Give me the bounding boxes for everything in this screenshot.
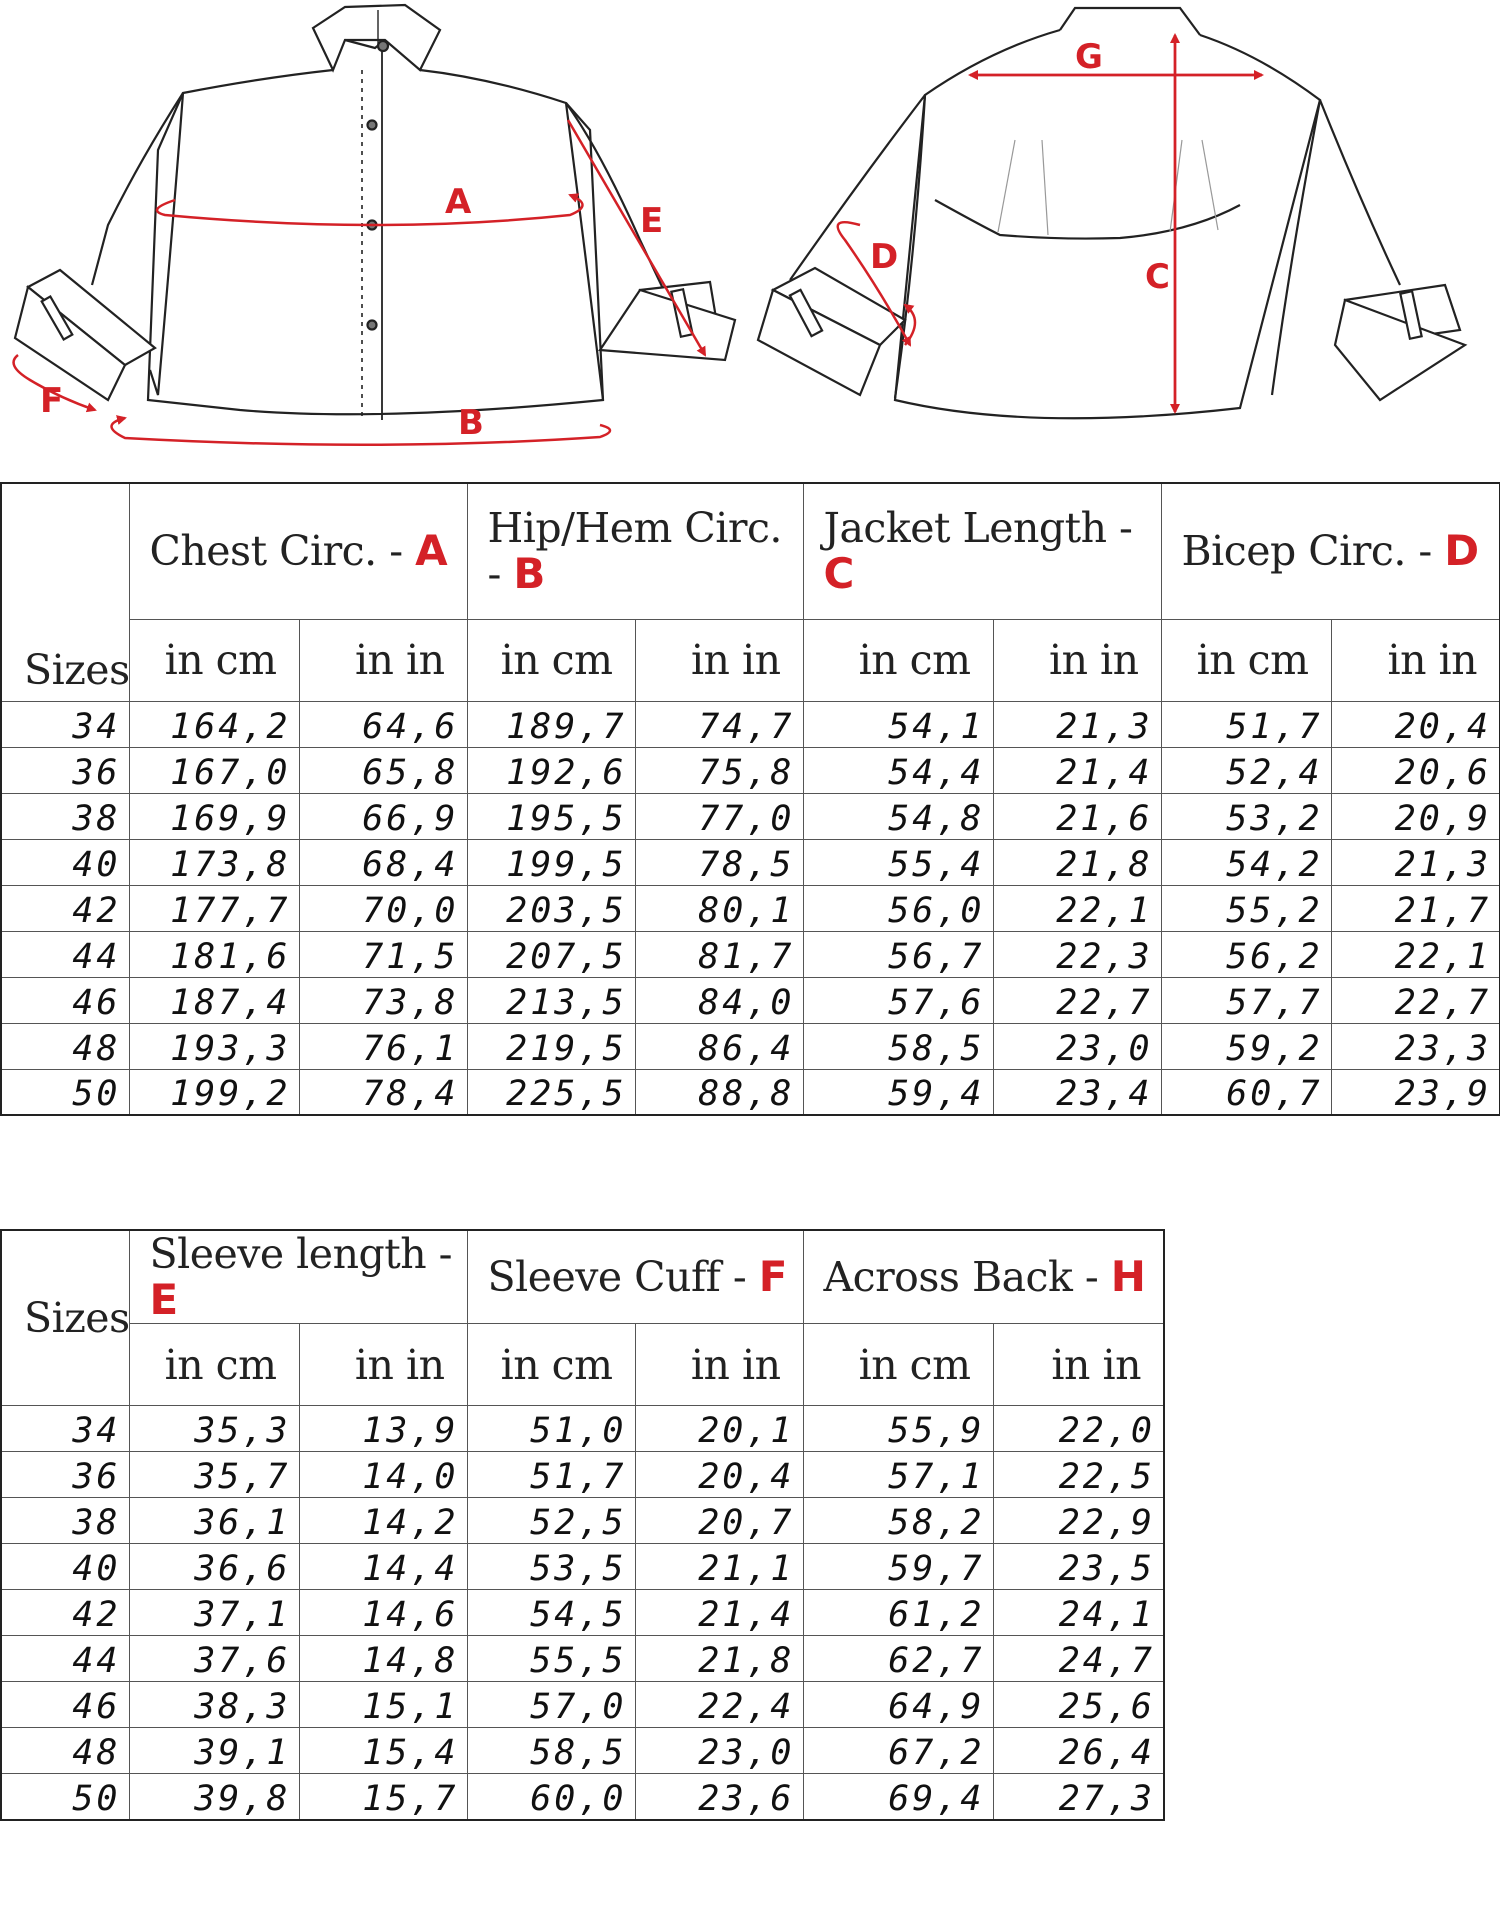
col-header-sleeve-length: Sleeve length - E [129, 1230, 467, 1324]
value-cell: 15,7 [299, 1774, 467, 1820]
size-cell: 50 [1, 1069, 129, 1115]
col-header-bicep: Bicep Circ. - D [1161, 483, 1500, 619]
value-cell: 26,4 [993, 1728, 1164, 1774]
value-cell: 71,5 [299, 931, 467, 977]
value-cell: 23,0 [993, 1023, 1161, 1069]
value-cell: 14,6 [299, 1590, 467, 1636]
value-cell: 78,4 [299, 1069, 467, 1115]
value-cell: 195,5 [467, 793, 635, 839]
value-cell: 20,4 [635, 1452, 803, 1498]
value-cell: 56,7 [803, 931, 993, 977]
size-cell: 48 [1, 1023, 129, 1069]
unit-cm: in cm [803, 619, 993, 701]
value-cell: 55,4 [803, 839, 993, 885]
unit-cm: in cm [129, 1324, 299, 1406]
col-header-across-back: Across Back - H [803, 1230, 1164, 1324]
value-cell: 65,8 [299, 747, 467, 793]
value-cell: 39,1 [129, 1728, 299, 1774]
value-cell: 22,0 [993, 1406, 1164, 1452]
value-cell: 23,0 [635, 1728, 803, 1774]
value-cell: 22,7 [993, 977, 1161, 1023]
unit-in: in in [299, 1324, 467, 1406]
jacket-sketch [0, 0, 1500, 470]
value-cell: 62,7 [803, 1636, 993, 1682]
size-cell: 36 [1, 1452, 129, 1498]
unit-cm: in cm [467, 1324, 635, 1406]
value-cell: 70,0 [299, 885, 467, 931]
value-cell: 73,8 [299, 977, 467, 1023]
value-cell: 54,8 [803, 793, 993, 839]
value-cell: 167,0 [129, 747, 299, 793]
value-cell: 23,4 [993, 1069, 1161, 1115]
value-cell: 219,5 [467, 1023, 635, 1069]
size-cell: 44 [1, 1636, 129, 1682]
front-view [15, 5, 735, 420]
value-cell: 68,4 [299, 839, 467, 885]
value-cell: 203,5 [467, 885, 635, 931]
unit-in: in in [635, 1324, 803, 1406]
value-cell: 14,8 [299, 1636, 467, 1682]
value-cell: 169,9 [129, 793, 299, 839]
value-cell: 64,6 [299, 701, 467, 747]
label-B: B [458, 403, 484, 443]
value-cell: 86,4 [635, 1023, 803, 1069]
value-cell: 189,7 [467, 701, 635, 747]
value-cell: 21,8 [993, 839, 1161, 885]
col-header-length: Jacket Length - C [803, 483, 1161, 619]
size-cell: 40 [1, 839, 129, 885]
value-cell: 61,2 [803, 1590, 993, 1636]
value-cell: 21,6 [993, 793, 1161, 839]
unit-in: in in [993, 619, 1161, 701]
size-table-1-body [1, 701, 1500, 1115]
value-cell: 57,7 [1161, 977, 1331, 1023]
value-cell: 59,2 [1161, 1023, 1331, 1069]
table-row [1, 1682, 1164, 1728]
value-cell: 23,5 [993, 1544, 1164, 1590]
value-cell: 56,0 [803, 885, 993, 931]
value-cell: 20,1 [635, 1406, 803, 1452]
value-cell: 58,2 [803, 1498, 993, 1544]
value-cell: 199,5 [467, 839, 635, 885]
size-table-1 [0, 482, 1500, 1116]
value-cell: 20,4 [1331, 701, 1500, 747]
value-cell: 52,5 [467, 1498, 635, 1544]
value-cell: 22,4 [635, 1682, 803, 1728]
value-cell: 56,2 [1161, 931, 1331, 977]
col-header-hip: Hip/Hem Circ. - B [467, 483, 803, 619]
value-cell: 59,4 [803, 1069, 993, 1115]
value-cell: 199,2 [129, 1069, 299, 1115]
value-cell: 58,5 [803, 1023, 993, 1069]
value-cell: 25,6 [993, 1682, 1164, 1728]
label-C: C [1145, 257, 1170, 297]
value-cell: 37,6 [129, 1636, 299, 1682]
value-cell: 54,1 [803, 701, 993, 747]
value-cell: 21,1 [635, 1544, 803, 1590]
table-row [1, 977, 1500, 1023]
size-cell: 44 [1, 931, 129, 977]
value-cell: 36,1 [129, 1498, 299, 1544]
unit-cm: in cm [467, 619, 635, 701]
value-cell: 173,8 [129, 839, 299, 885]
value-cell: 51,7 [467, 1452, 635, 1498]
col-header-chest: Chest Circ. - A [129, 483, 467, 619]
value-cell: 53,2 [1161, 793, 1331, 839]
value-cell: 38,3 [129, 1682, 299, 1728]
value-cell: 14,0 [299, 1452, 467, 1498]
table-row [1, 793, 1500, 839]
value-cell: 207,5 [467, 931, 635, 977]
size-cell: 38 [1, 1498, 129, 1544]
value-cell: 14,2 [299, 1498, 467, 1544]
table-row [1, 701, 1500, 747]
size-cell: 42 [1, 1590, 129, 1636]
label-F: F [40, 381, 64, 421]
size-cell: 34 [1, 1406, 129, 1452]
value-cell: 15,4 [299, 1728, 467, 1774]
table-row [1, 1498, 1164, 1544]
size-cell: 40 [1, 1544, 129, 1590]
value-cell: 21,7 [1331, 885, 1500, 931]
col-header-sleeve-cuff: Sleeve Cuff - F [467, 1230, 803, 1324]
value-cell: 22,7 [1331, 977, 1500, 1023]
value-cell: 39,8 [129, 1774, 299, 1820]
value-cell: 21,8 [635, 1636, 803, 1682]
size-cell: 34 [1, 701, 129, 747]
size-table-2-body [1, 1406, 1164, 1820]
sizes-header: Sizes [1, 483, 129, 701]
table-row [1, 1544, 1164, 1590]
value-cell: 22,3 [993, 931, 1161, 977]
value-cell: 187,4 [129, 977, 299, 1023]
value-cell: 35,7 [129, 1452, 299, 1498]
value-cell: 192,6 [467, 747, 635, 793]
value-cell: 59,7 [803, 1544, 993, 1590]
value-cell: 69,4 [803, 1774, 993, 1820]
value-cell: 76,1 [299, 1023, 467, 1069]
value-cell: 60,0 [467, 1774, 635, 1820]
value-cell: 57,0 [467, 1682, 635, 1728]
unit-in: in in [1331, 619, 1500, 701]
size-cell: 36 [1, 747, 129, 793]
value-cell: 55,2 [1161, 885, 1331, 931]
value-cell: 77,0 [635, 793, 803, 839]
value-cell: 75,8 [635, 747, 803, 793]
value-cell: 51,0 [467, 1406, 635, 1452]
value-cell: 55,5 [467, 1636, 635, 1682]
table-row [1, 1069, 1500, 1115]
value-cell: 67,2 [803, 1728, 993, 1774]
table-row [1, 1728, 1164, 1774]
value-cell: 51,7 [1161, 701, 1331, 747]
unit-cm: in cm [1161, 619, 1331, 701]
value-cell: 54,5 [467, 1590, 635, 1636]
value-cell: 20,7 [635, 1498, 803, 1544]
value-cell: 60,7 [1161, 1069, 1331, 1115]
value-cell: 21,4 [993, 747, 1161, 793]
size-cell: 46 [1, 977, 129, 1023]
unit-cm: in cm [803, 1324, 993, 1406]
value-cell: 22,1 [1331, 931, 1500, 977]
value-cell: 22,9 [993, 1498, 1164, 1544]
value-cell: 81,7 [635, 931, 803, 977]
value-cell: 20,6 [1331, 747, 1500, 793]
label-G: G [1075, 37, 1103, 77]
value-cell: 23,9 [1331, 1069, 1500, 1115]
size-cell: 48 [1, 1728, 129, 1774]
table-row [1, 931, 1500, 977]
label-A: A [445, 182, 472, 222]
value-cell: 24,1 [993, 1590, 1164, 1636]
value-cell: 23,6 [635, 1774, 803, 1820]
value-cell: 88,8 [635, 1069, 803, 1115]
value-cell: 57,6 [803, 977, 993, 1023]
table-row [1, 839, 1500, 885]
value-cell: 54,4 [803, 747, 993, 793]
table-row [1, 1406, 1164, 1452]
value-cell: 36,6 [129, 1544, 299, 1590]
label-D: D [870, 237, 899, 277]
value-cell: 53,5 [467, 1544, 635, 1590]
size-cell: 50 [1, 1774, 129, 1820]
size-cell: 46 [1, 1682, 129, 1728]
table-row [1, 747, 1500, 793]
value-cell: 213,5 [467, 977, 635, 1023]
back-view [758, 8, 1465, 418]
value-cell: 52,4 [1161, 747, 1331, 793]
value-cell: 20,9 [1331, 793, 1500, 839]
value-cell: 37,1 [129, 1590, 299, 1636]
value-cell: 74,7 [635, 701, 803, 747]
table-row [1, 1774, 1164, 1820]
table-row [1, 885, 1500, 931]
value-cell: 84,0 [635, 977, 803, 1023]
value-cell: 78,5 [635, 839, 803, 885]
front-measurements [14, 120, 705, 445]
value-cell: 22,1 [993, 885, 1161, 931]
size-table-2 [0, 1229, 1165, 1821]
value-cell: 21,3 [1331, 839, 1500, 885]
value-cell: 57,1 [803, 1452, 993, 1498]
unit-in: in in [635, 619, 803, 701]
value-cell: 55,9 [803, 1406, 993, 1452]
value-cell: 13,9 [299, 1406, 467, 1452]
value-cell: 64,9 [803, 1682, 993, 1728]
value-cell: 23,3 [1331, 1023, 1500, 1069]
table-row [1, 1636, 1164, 1682]
size-cell: 38 [1, 793, 129, 839]
value-cell: 14,4 [299, 1544, 467, 1590]
table-row [1, 1023, 1500, 1069]
unit-in: in in [993, 1324, 1164, 1406]
value-cell: 15,1 [299, 1682, 467, 1728]
value-cell: 27,3 [993, 1774, 1164, 1820]
unit-cm: in cm [129, 619, 299, 701]
value-cell: 22,5 [993, 1452, 1164, 1498]
value-cell: 35,3 [129, 1406, 299, 1452]
unit-in: in in [299, 619, 467, 701]
value-cell: 225,5 [467, 1069, 635, 1115]
value-cell: 21,4 [635, 1590, 803, 1636]
value-cell: 21,3 [993, 701, 1161, 747]
value-cell: 58,5 [467, 1728, 635, 1774]
value-cell: 54,2 [1161, 839, 1331, 885]
value-cell: 66,9 [299, 793, 467, 839]
label-E: E [640, 201, 664, 241]
value-cell: 24,7 [993, 1636, 1164, 1682]
table-row [1, 1590, 1164, 1636]
sizes-header: Sizes [1, 1230, 129, 1406]
value-cell: 177,7 [129, 885, 299, 931]
table-row [1, 1452, 1164, 1498]
value-cell: 80,1 [635, 885, 803, 931]
value-cell: 164,2 [129, 701, 299, 747]
value-cell: 193,3 [129, 1023, 299, 1069]
size-cell: 42 [1, 885, 129, 931]
value-cell: 181,6 [129, 931, 299, 977]
